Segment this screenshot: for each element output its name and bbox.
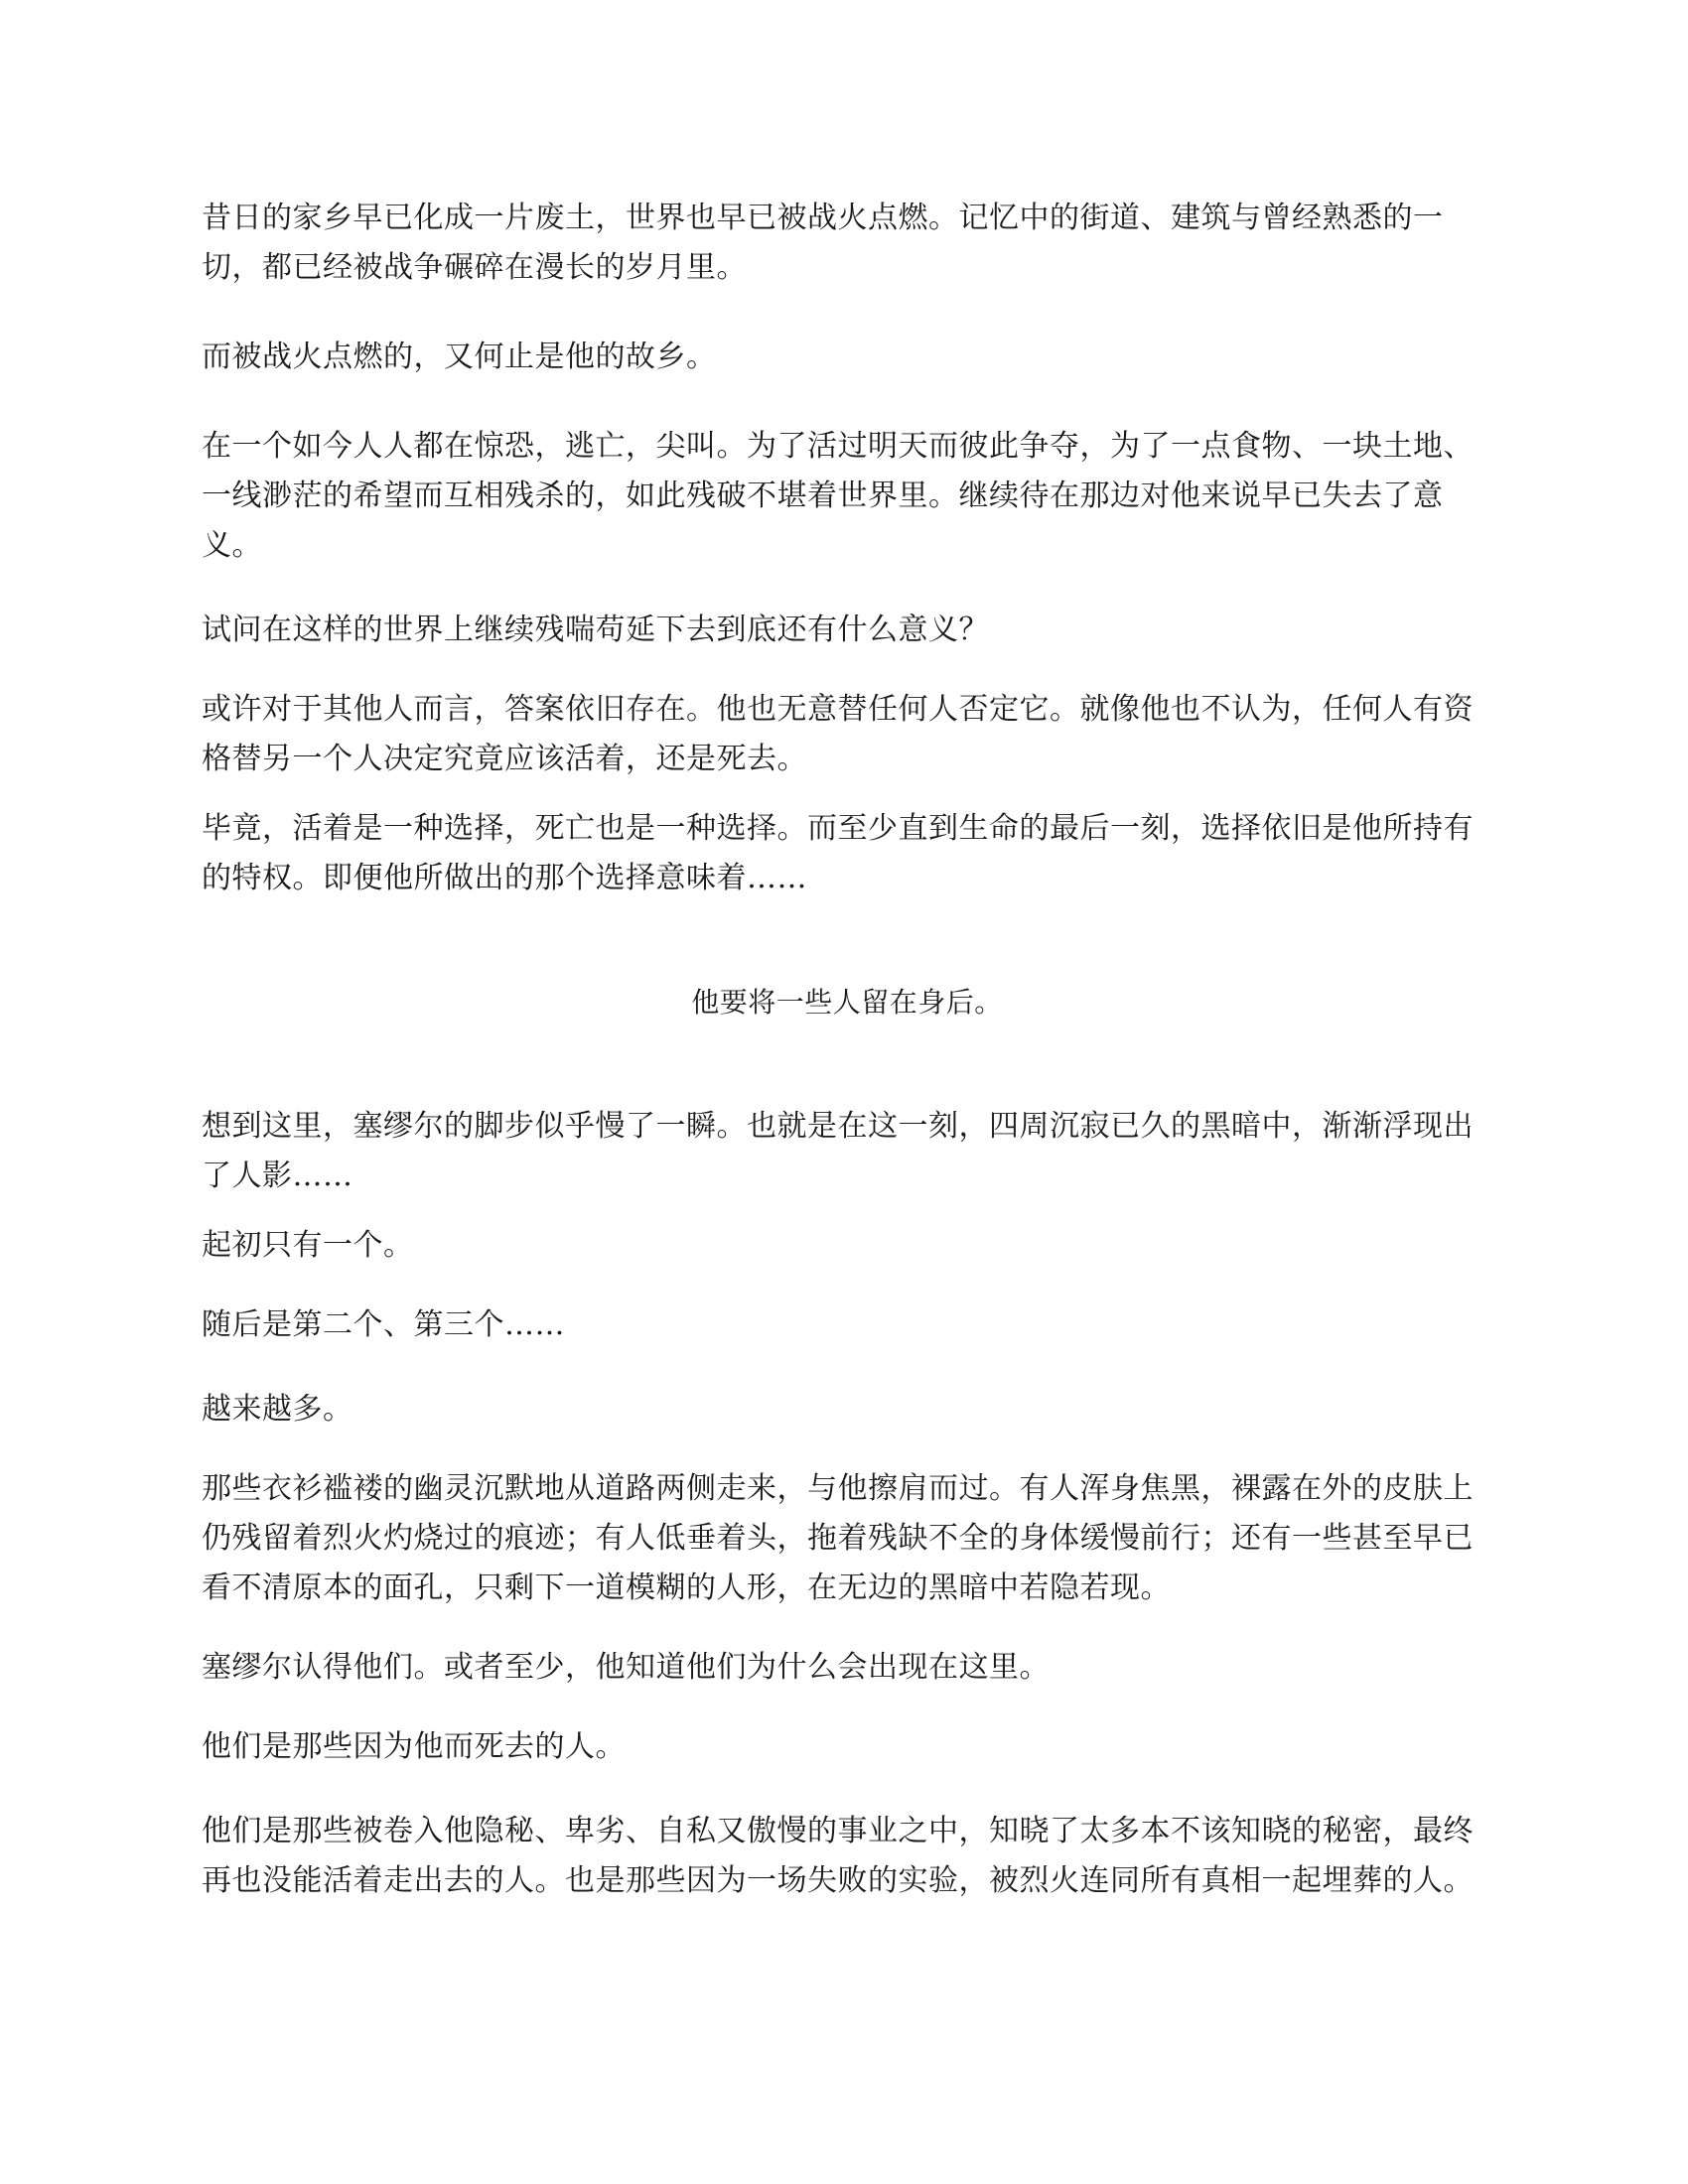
paragraph-2: 而被战火点燃的，又何止是他的故乡。: [202, 340, 717, 374]
paragraph-8: 起初只有一个。: [202, 1228, 414, 1263]
paragraph-4: 试问在这样的世界上继续残喘苟延下去到底还有什么意义？: [202, 613, 989, 647]
paragraph-10: 越来越多。: [202, 1392, 353, 1427]
centered-line: 他要将一些人留在身后。: [691, 986, 1003, 1019]
paragraph-9: 随后是第二个、第三个……: [202, 1307, 565, 1342]
paragraph-6: 毕竟，活着是一种选择，死亡也是一种选择。而至少直到生命的最后一刻，选择依旧是他所持有 的特权。即便他所做出的那个选择意味着……: [202, 811, 1474, 895]
paragraph-14: 他们是那些被卷入他隐秘、卑劣、自私又傲慢的事业之中，知晓了太多本不该知晓的秘密，最终 再也没能活着走出去的人。也是那些因为一场失败的实验，被烈火连同所有真相一起埋葬的人。: [202, 1814, 1474, 1898]
paragraph-12: 塞缪尔认得他们。或者至少，他知道他们为什么会出现在这里。: [202, 1650, 1050, 1685]
paragraph-1: 昔日的家乡早已化成一片废土，世界也早已被战火点燃。记忆中的街道、建筑与曾经熟悉的一 切，都已经被战争碾碎在漫长的岁月里。: [202, 201, 1444, 285]
paragraph-13: 他们是那些因为他而死去的人。: [202, 1729, 626, 1764]
paragraph-5: 或许对于其他人而言，答案依旧存在。他也无意替任何人否定它。就像他也不认为，任何人有资 格替另一个人决定究竟应该活着，还是死去。: [202, 692, 1474, 776]
paragraph-7: 想到这里，塞缪尔的脚步似乎慢了一瞬。也就是在这一刻，四周沉寂已久的黑暗中，渐渐浮现出 了人影……: [202, 1109, 1474, 1193]
paragraph-11: 那些衣衫褴褛的幽灵沉默地从道路两侧走来，与他擦肩而过。有人浑身焦黑，裸露在外的皮肤上 仍残留着烈火灼烧过的痕迹；有人低垂着头，拖着残缺不全的身体缓慢前行；还有一些甚至早已 看不清原本的面孔，只剩下一道模糊的人形，在无边的黑暗中若隐若现。: [202, 1471, 1474, 1605]
paragraph-3: 在一个如今人人都在惊恐，逃亡，尖叫。为了活过明天而彼此争夺，为了一点食物、一块土地、 一线渺茫的希望而互相残杀的，如此残破不堪着世界里。继续待在那边对他来说早已失去了意 义。: [202, 429, 1474, 563]
